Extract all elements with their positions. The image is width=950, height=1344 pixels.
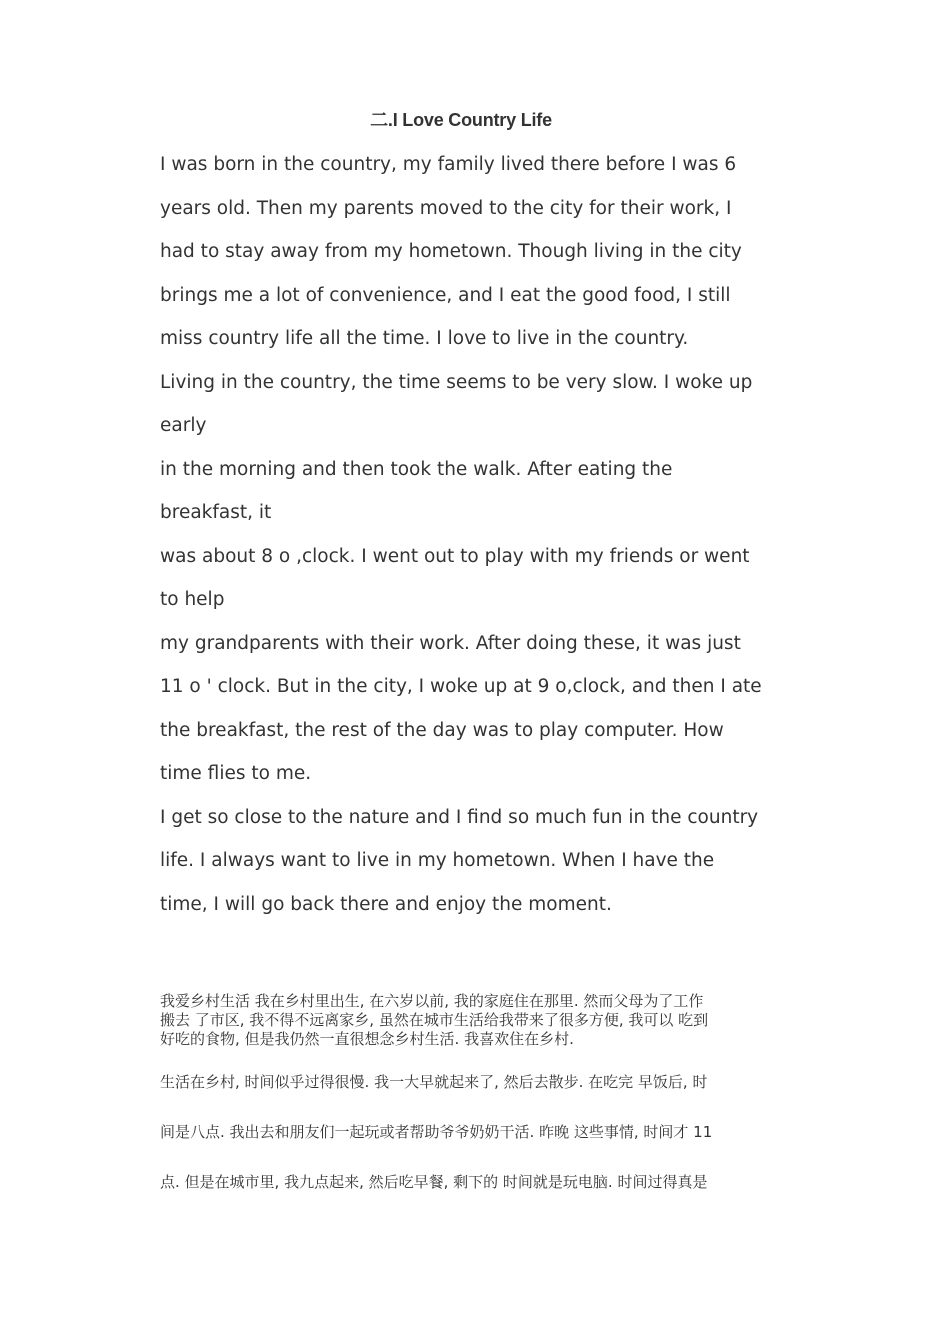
english-line: my grandparents with their work. After doing these, it was just	[160, 632, 741, 654]
document-title: 二.I Love Country Life	[370, 110, 552, 130]
english-line: to help	[160, 589, 225, 610]
english-line: the breakfast, the rest of the day was to play computer. How	[160, 719, 724, 741]
chinese-paragraph-2	[160, 1072, 800, 1222]
english-line: years old. Then my parents moved to the city for their work, I	[160, 197, 732, 219]
chinese-line: 搬去 了市区, 我不得不远离家乡, 虽然在城市生活给我带来了很多方便, 我可以 吃到	[160, 1011, 709, 1029]
english-line: brings me a lot of convenience, and I eat the good food, I still	[160, 284, 731, 306]
chinese-line: 生活在乡村, 时间似乎过得很慢. 我一大早就起来了, 然后去散步. 在吃完 早饭后, 时	[160, 1073, 708, 1091]
chinese-paragraph-1	[160, 992, 800, 1049]
chinese-line: 间是八点. 我出去和朋友们一起玩或者帮助爷爷奶奶干活. 昨晚 这些事情, 时间才 11	[160, 1123, 713, 1141]
english-line: I get so close to the nature and I find so much fun in the country	[160, 806, 759, 828]
english-line: 11 o ' clock. But in the city, I woke up at 9 o,clock, and then I ate	[160, 676, 762, 697]
english-line: time, I will go back there and enjoy the moment.	[160, 893, 612, 915]
english-line: had to stay away from my hometown. Though living in the city	[160, 241, 742, 262]
english-body	[160, 143, 800, 926]
english-line: breakfast, it	[160, 502, 272, 523]
english-line: Living in the country, the time seems to be very slow. I woke up	[160, 371, 753, 393]
english-line: early	[160, 415, 207, 436]
english-line: miss country life all the time. I love to live in the country.	[160, 328, 689, 349]
english-line: in the morning and then took the walk. After eating the	[160, 458, 673, 480]
english-line: time flies to me.	[160, 763, 312, 784]
english-line: was about 8 o ,clock. I went out to play with my friends or went	[160, 545, 750, 567]
chinese-line: 点. 但是在城市里, 我九点起来, 然后吃早餐, 剩下的 时间就是玩电脑. 时间过得真是	[160, 1173, 708, 1191]
english-line: I was born in the country, my family lived there before I was 6	[160, 154, 737, 175]
english-line: life. I always want to live in my hometown. When I have the	[160, 850, 715, 871]
chinese-line: 好吃的食物, 但是我仍然一直很想念乡村生活. 我喜欢住在乡村.	[160, 1030, 574, 1048]
chinese-line: 我爱乡村生活 我在乡村里出生, 在六岁以前, 我的家庭住在那里. 然而父母为了工作	[160, 992, 704, 1010]
